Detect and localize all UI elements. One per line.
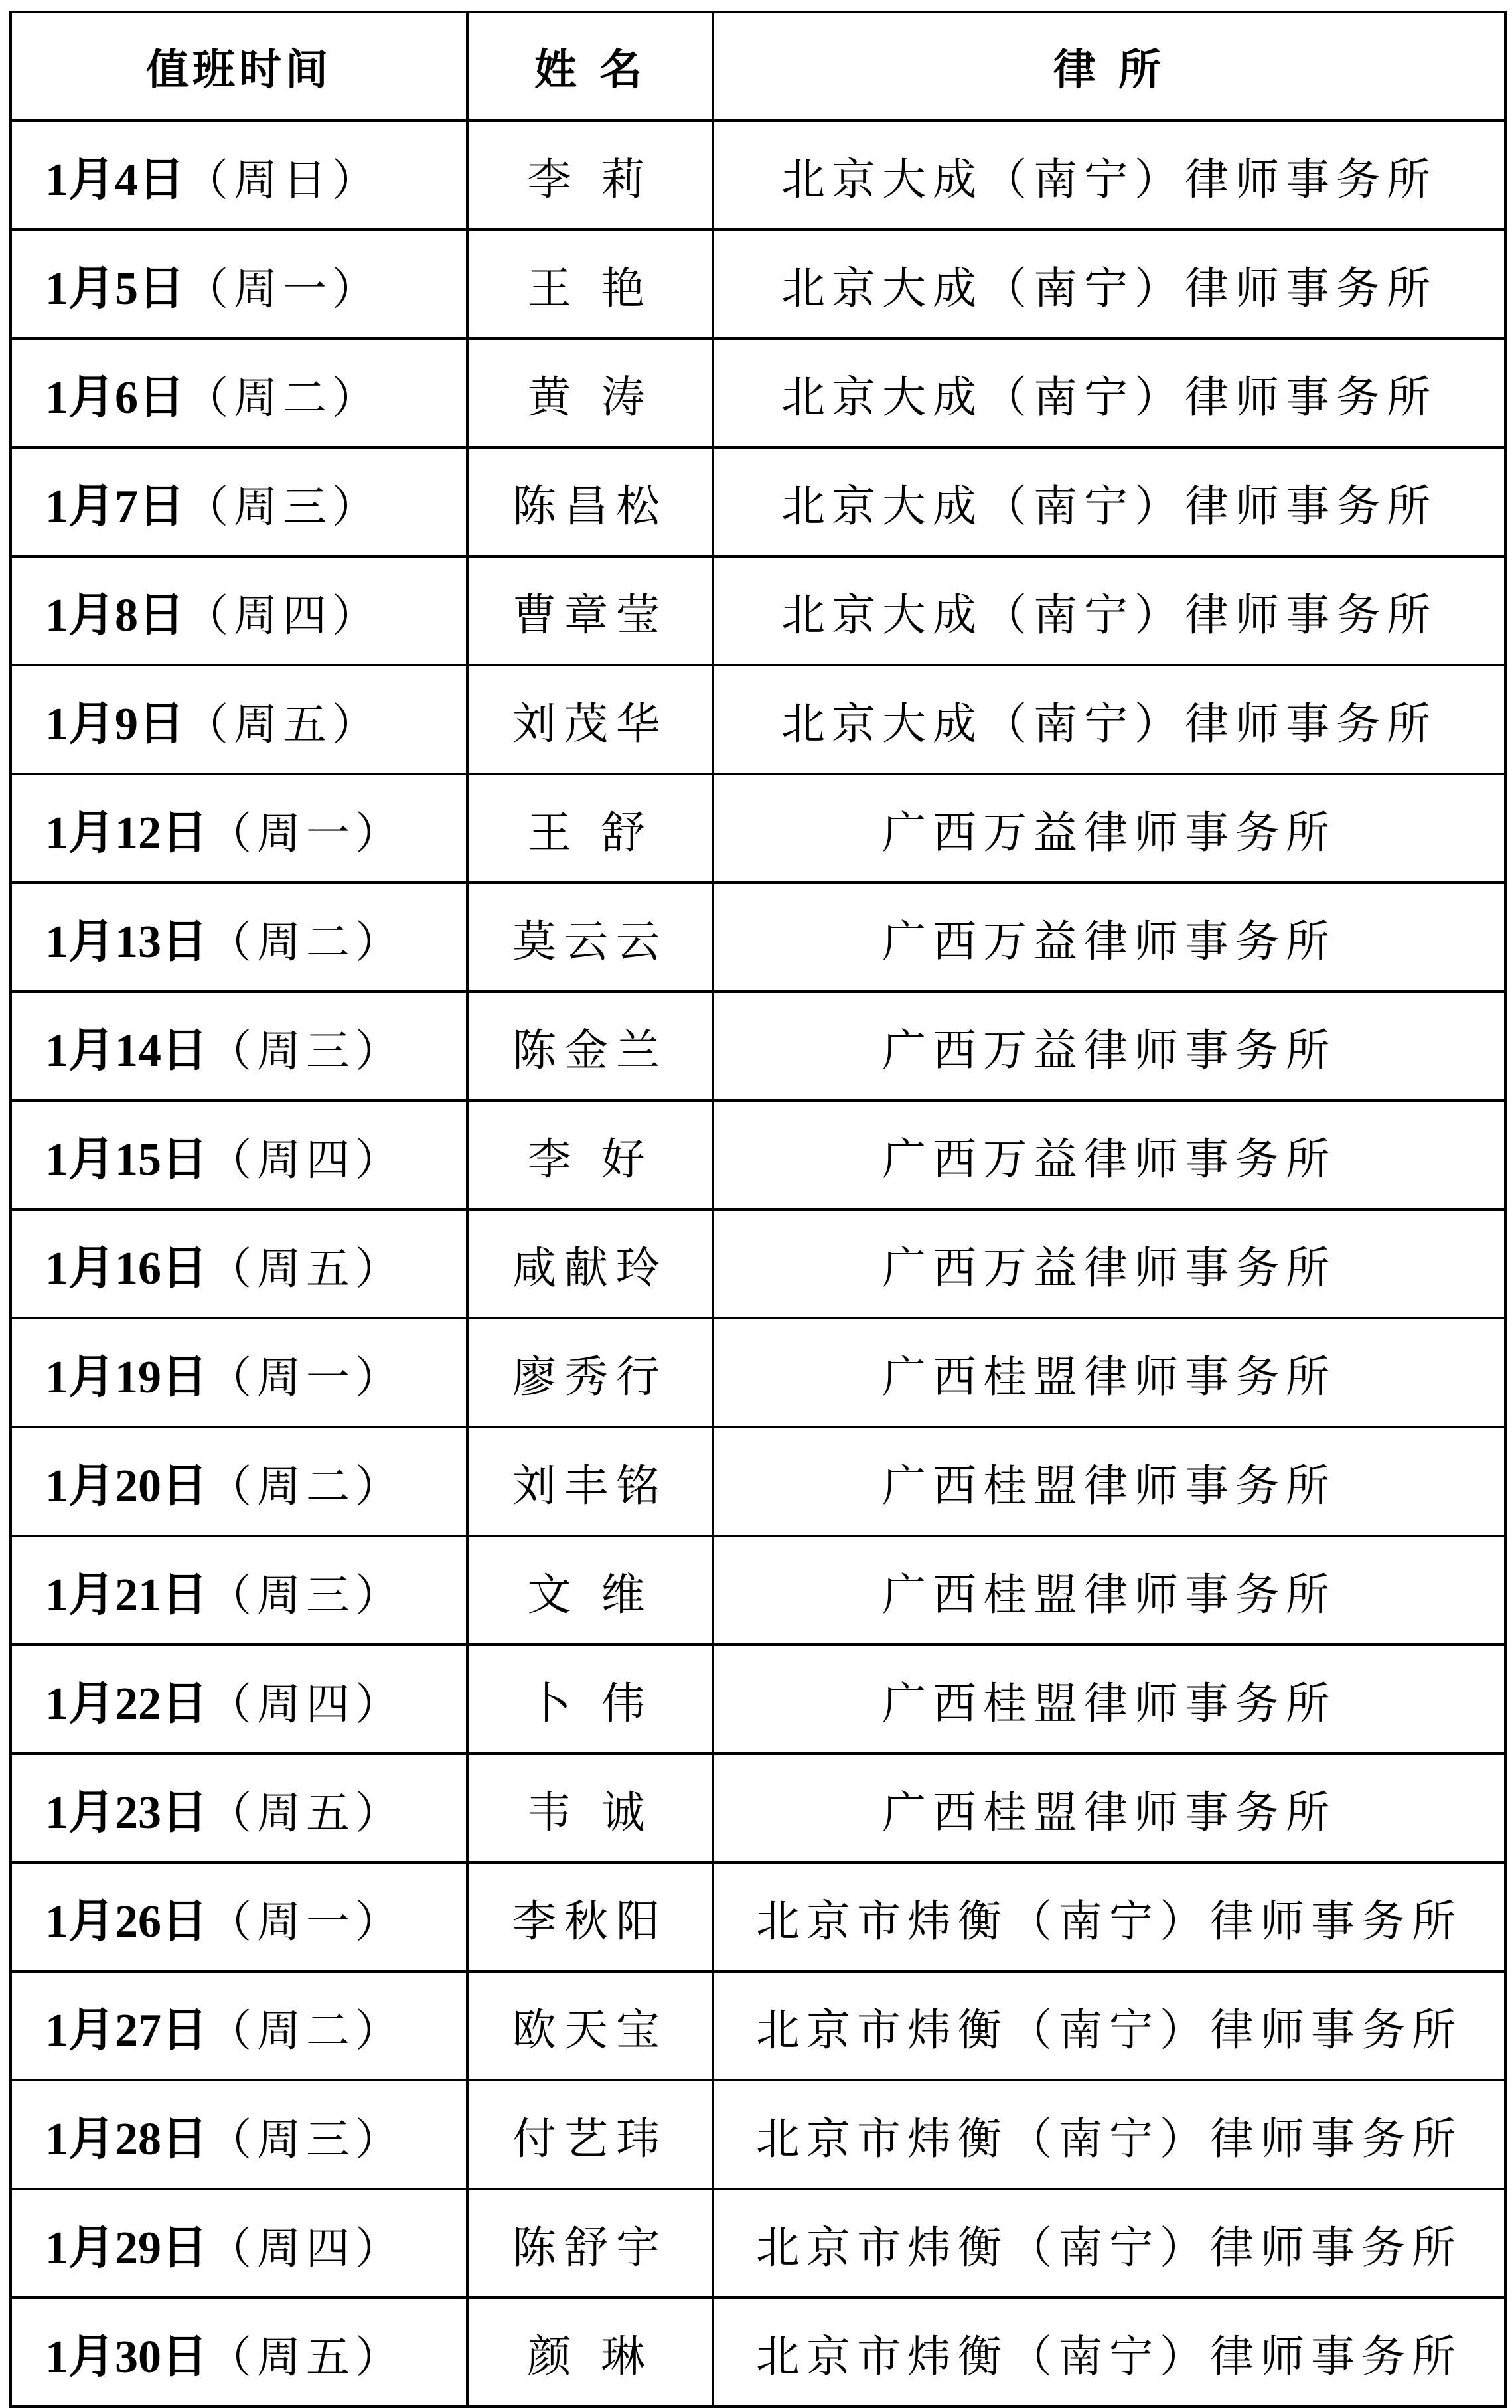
duty-date-cell [11,1427,467,1536]
lawyer-name-cell: 刘丰铭 [467,1427,713,1536]
duty-date: 1月14日 [45,1025,208,1077]
duty-date: 1月20日 [45,1460,208,1512]
duty-date: 1月9日 [45,698,185,750]
duty-date-cell [11,230,467,339]
duty-date-cell [11,2189,467,2298]
duty-date-cell [11,2298,467,2407]
law-firm-cell: 广西桂盟律师事务所 [713,1427,1505,1536]
lawyer-name-cell: 廖秀行 [467,1318,713,1427]
law-firm-cell: 北京市炜衡（南宁）律师事务所 [713,2189,1505,2298]
law-firm-cell: 广西万益律师事务所 [713,883,1505,992]
lawyer-name-cell: 莫云云 [467,883,713,992]
duty-date: 1月5日 [45,263,185,315]
duty-date-cell [11,1862,467,1971]
duty-weekday: （周一） [208,807,404,859]
law-firm-cell: 广西桂盟律师事务所 [713,1536,1505,1645]
duty-weekday: （周三） [208,1025,404,1077]
law-firm-cell: 广西万益律师事务所 [713,1100,1505,1209]
duty-weekday: （周二） [208,2004,404,2056]
duty-date: 1月13日 [45,916,208,968]
duty-weekday: （周五） [208,1242,404,1294]
duty-date-cell [11,1971,467,2080]
table-row [11,1318,1505,1427]
lawyer-name-cell: 刘茂华 [467,665,713,774]
lawyer-name-cell: 陈金兰 [467,992,713,1100]
law-firm-cell: 广西万益律师事务所 [713,1209,1505,1318]
duty-weekday: （周一） [208,1896,404,1947]
table-row [11,1209,1505,1318]
duty-date: 1月15日 [45,1134,208,1185]
duty-date-cell [11,883,467,992]
table-row [11,2298,1505,2407]
duty-date-cell [11,2080,467,2189]
duty-weekday: （周五） [208,1787,404,1839]
duty-weekday: （周二） [185,372,381,423]
duty-date-cell [11,1645,467,1754]
duty-weekday: （周五） [185,698,381,750]
duty-weekday: （周三） [208,2113,404,2165]
header-law-firm: 律 所 [713,12,1505,121]
law-firm-cell: 广西万益律师事务所 [713,992,1505,1100]
roster-body [11,121,1505,2407]
duty-weekday: （周日） [185,154,381,206]
table-row [11,1862,1505,1971]
lawyer-name-cell: 陈舒宇 [467,2189,713,2298]
duty-weekday: （周四） [185,589,381,641]
lawyer-name-cell: 黄 涛 [467,339,713,447]
law-firm-cell: 北京市炜衡（南宁）律师事务所 [713,2298,1505,2407]
lawyer-name-cell: 曹章莹 [467,556,713,665]
header-row [11,12,1505,121]
duty-date: 1月4日 [45,154,185,206]
duty-weekday: （周四） [208,2222,404,2274]
lawyer-name-cell: 文 维 [467,1536,713,1645]
duty-weekday: （周三） [208,1569,404,1621]
lawyer-name-cell: 李 莉 [467,121,713,230]
duty-weekday: （周四） [208,1678,404,1730]
duty-date: 1月16日 [45,1242,208,1294]
lawyer-name-cell: 李秋阳 [467,1862,713,1971]
table-row [11,1971,1505,2080]
duty-date: 1月19日 [45,1351,208,1403]
duty-date: 1月7日 [45,481,185,532]
duty-date: 1月22日 [45,1678,208,1730]
table-row [11,339,1505,447]
duty-date-cell [11,1536,467,1645]
duty-weekday: （周一） [185,263,381,315]
table-row [11,1100,1505,1209]
header-duty-time: 值班时间 [11,12,467,121]
lawyer-name-cell: 韦 诚 [467,1754,713,1862]
law-firm-cell: 广西桂盟律师事务所 [713,1645,1505,1754]
duty-date-cell [11,1318,467,1427]
law-firm-cell: 广西万益律师事务所 [713,774,1505,883]
duty-weekday: （周三） [185,481,381,532]
duty-weekday: （周一） [208,1351,404,1403]
table-row [11,230,1505,339]
table-row [11,556,1505,665]
law-firm-cell: 北京大成（南宁）律师事务所 [713,121,1505,230]
table-row [11,1427,1505,1536]
duty-date-cell [11,774,467,883]
duty-date-cell [11,1209,467,1318]
duty-date: 1月29日 [45,2222,208,2274]
duty-roster-table [9,11,1507,2408]
law-firm-cell: 北京市炜衡（南宁）律师事务所 [713,1971,1505,2080]
duty-date: 1月27日 [45,2004,208,2056]
table-row [11,2189,1505,2298]
duty-weekday: （周四） [208,1134,404,1185]
table-row [11,992,1505,1100]
law-firm-cell: 广西桂盟律师事务所 [713,1754,1505,1862]
duty-weekday: （周二） [208,1460,404,1512]
duty-date: 1月23日 [45,1787,208,1839]
lawyer-name-cell: 颜 琳 [467,2298,713,2407]
table-row [11,447,1505,556]
table-row [11,2080,1505,2189]
lawyer-name-cell: 欧天宝 [467,1971,713,2080]
duty-date-cell [11,339,467,447]
lawyer-name-cell: 陈昌松 [467,447,713,556]
duty-date-cell [11,665,467,774]
duty-weekday: （周二） [208,916,404,968]
duty-date: 1月21日 [45,1569,208,1621]
lawyer-name-cell: 咸献玲 [467,1209,713,1318]
law-firm-cell: 北京市炜衡（南宁）律师事务所 [713,2080,1505,2189]
duty-date: 1月30日 [45,2331,208,2383]
law-firm-cell: 广西桂盟律师事务所 [713,1318,1505,1427]
law-firm-cell: 北京大成（南宁）律师事务所 [713,665,1505,774]
table-row [11,1645,1505,1754]
duty-date: 1月12日 [45,807,208,859]
duty-date: 1月28日 [45,2113,208,2165]
lawyer-name-cell: 卜 伟 [467,1645,713,1754]
lawyer-name-cell: 付艺玮 [467,2080,713,2189]
table-row [11,883,1505,992]
lawyer-name-cell: 李 好 [467,1100,713,1209]
duty-date: 1月26日 [45,1896,208,1947]
table-row [11,774,1505,883]
lawyer-name-cell: 王 艳 [467,230,713,339]
law-firm-cell: 北京大成（南宁）律师事务所 [713,447,1505,556]
duty-date-cell [11,992,467,1100]
duty-date-cell [11,1754,467,1862]
duty-weekday: （周五） [208,2331,404,2383]
duty-date-cell [11,121,467,230]
duty-date-cell [11,1100,467,1209]
law-firm-cell: 北京市炜衡（南宁）律师事务所 [713,1862,1505,1971]
lawyer-name-cell: 王 舒 [467,774,713,883]
table-row [11,1536,1505,1645]
duty-date: 1月6日 [45,372,185,423]
law-firm-cell: 北京大成（南宁）律师事务所 [713,556,1505,665]
duty-date: 1月8日 [45,589,185,641]
header-name: 姓 名 [467,12,713,121]
duty-date-cell [11,447,467,556]
duty-date-cell [11,556,467,665]
table-row [11,665,1505,774]
law-firm-cell: 北京大成（南宁）律师事务所 [713,230,1505,339]
table-row [11,1754,1505,1862]
law-firm-cell: 北京大成（南宁）律师事务所 [713,339,1505,447]
table-row [11,121,1505,230]
